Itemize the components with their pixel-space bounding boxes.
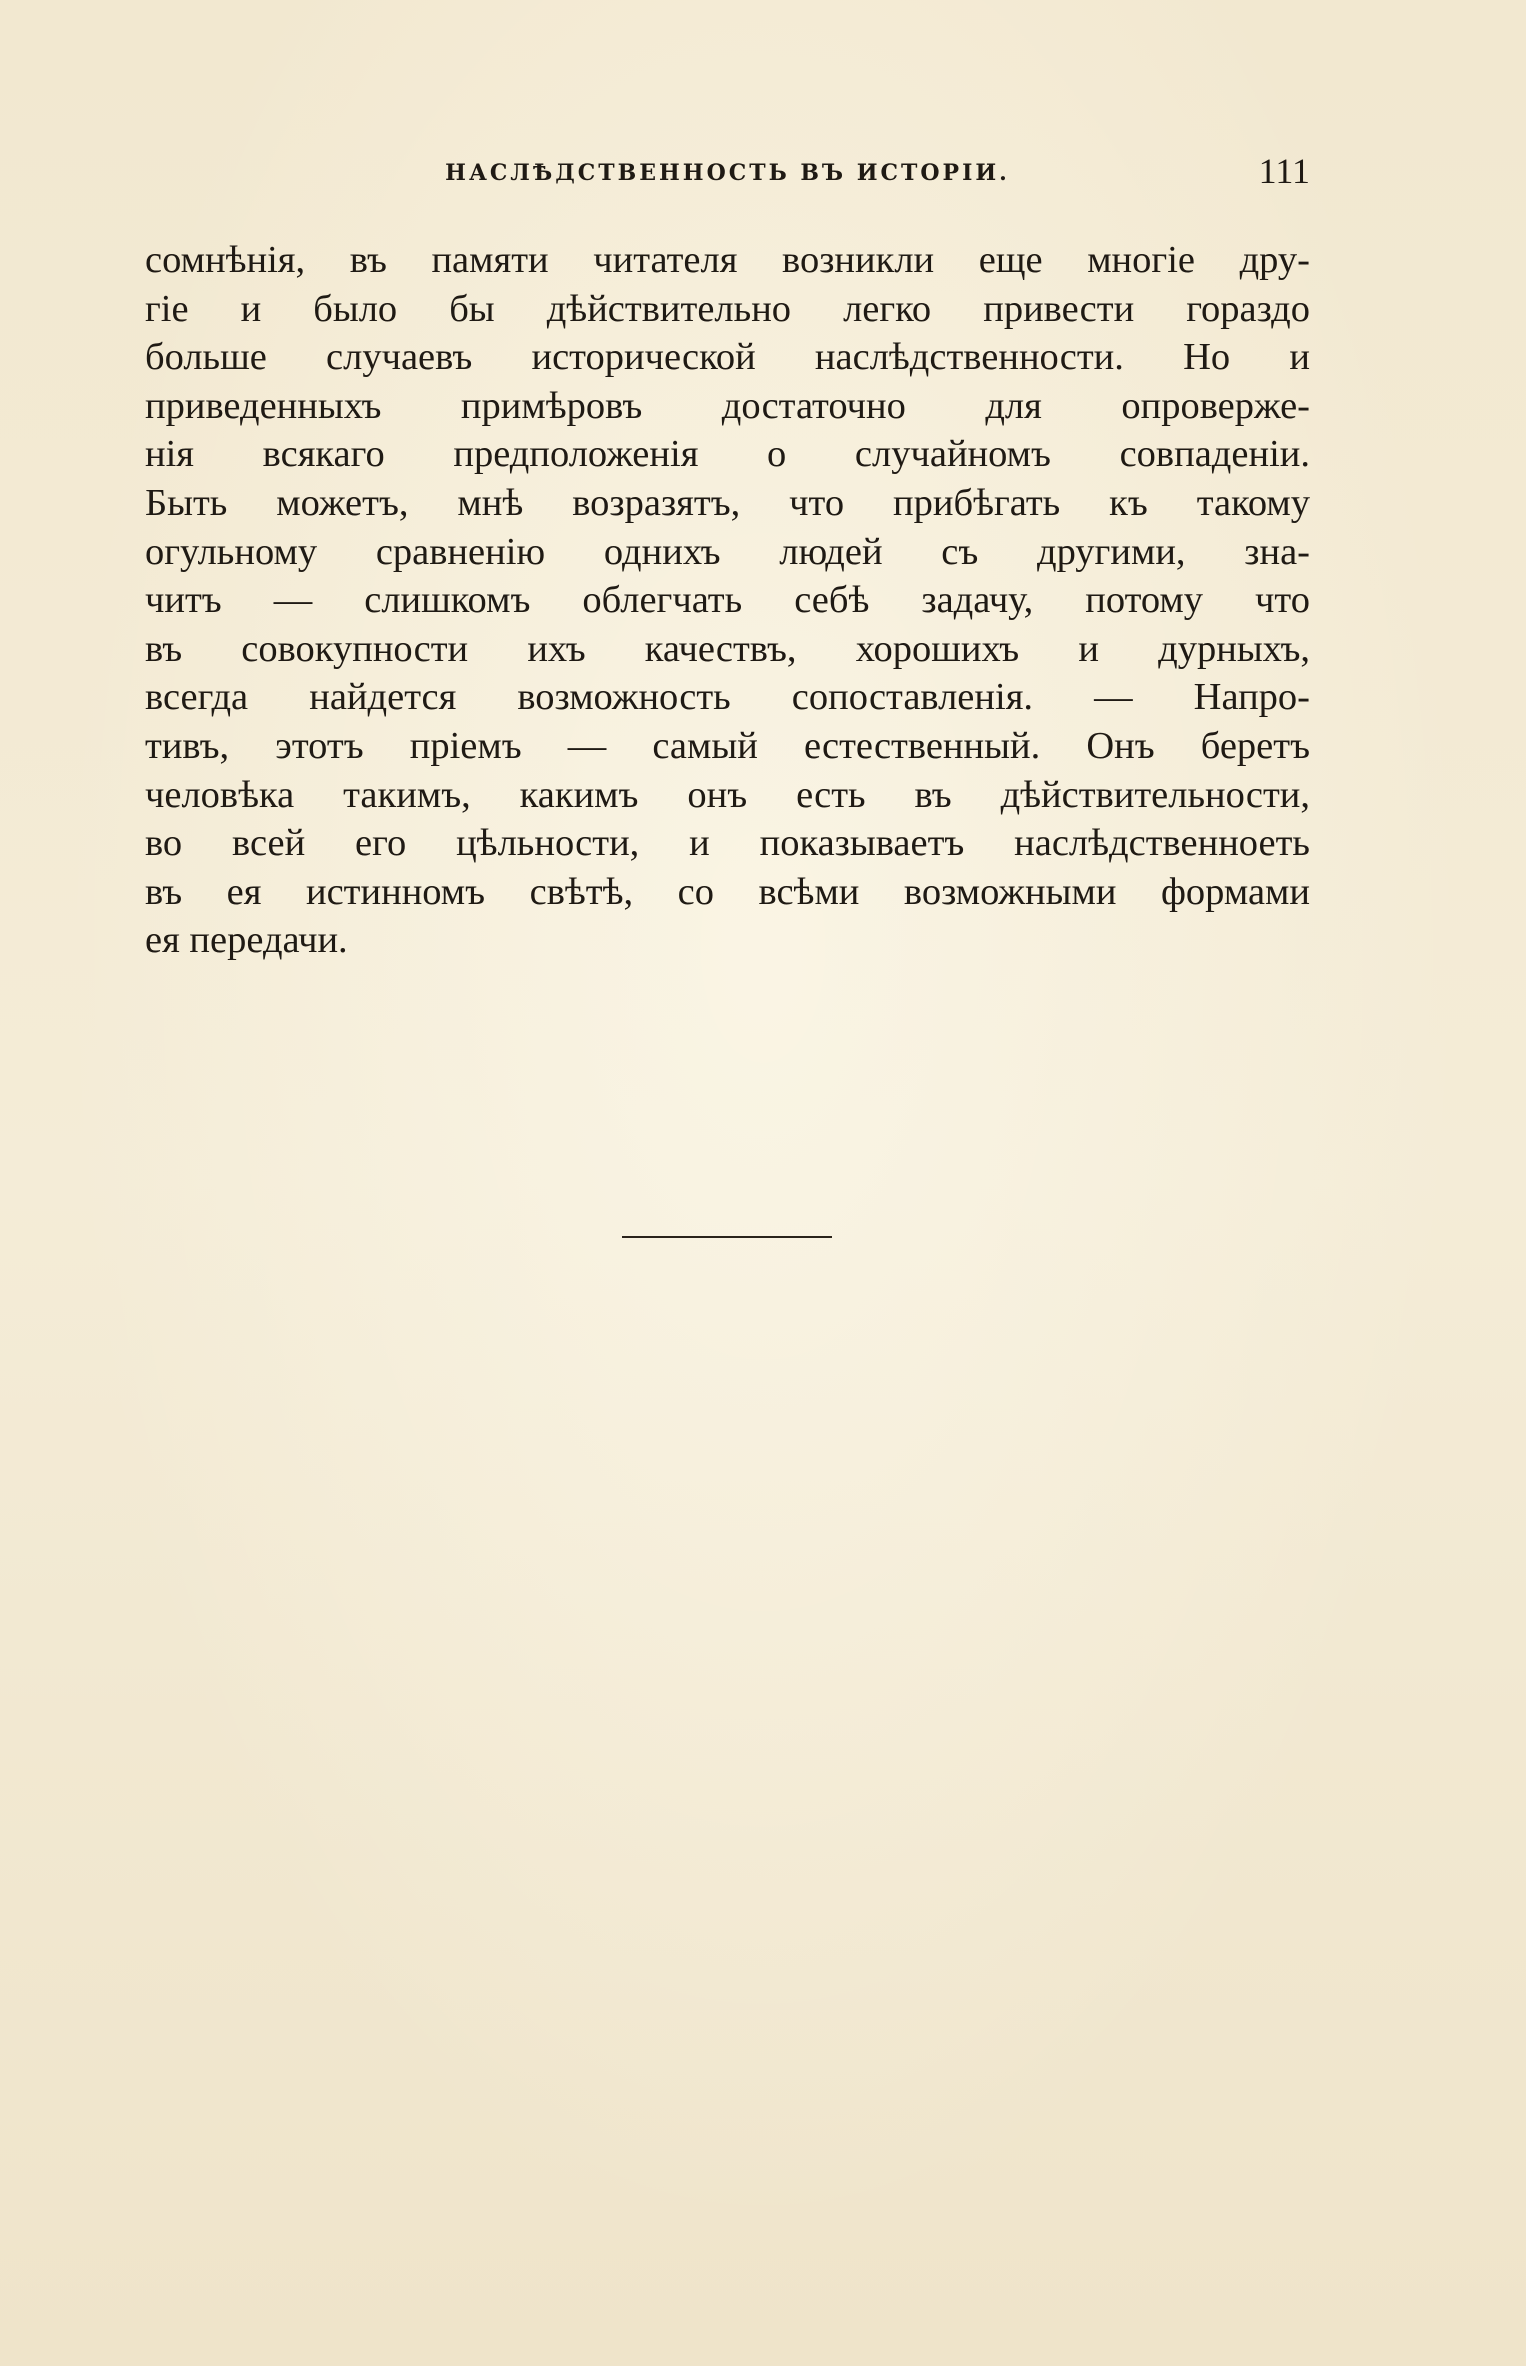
body-text xyxy=(145,236,1310,965)
text-line: всегда найдется возможность сопоставленія. — Напро- xyxy=(145,676,1310,719)
text-line: Быть можетъ, мнѣ возразятъ, что прибѣгать къ такому xyxy=(145,481,1310,524)
section-end-rule xyxy=(622,1236,832,1238)
text-line: гіе и было бы дѣйствительно легко привести гораздо xyxy=(145,287,1310,330)
text-line: читъ — слишкомъ облегчать себѣ задачу, потому что xyxy=(145,579,1310,622)
text-line-last: ея передачи. xyxy=(145,919,348,962)
text-line: тивъ, этотъ пріемъ — самый естественный. Онъ беретъ xyxy=(145,724,1310,767)
text-line: больше случаевъ исторической наслѣдственности. Но и xyxy=(145,336,1310,379)
text-line: въ ея истинномъ свѣтѣ, со всѣми возможными формами xyxy=(145,870,1310,913)
text-line: нія всякаго предположенія о случайномъ совпаденіи. xyxy=(145,433,1310,476)
page-number: 111 xyxy=(1258,151,1310,191)
text-line: приведенныхъ примѣровъ достаточно для опроверже- xyxy=(145,384,1310,427)
running-head xyxy=(145,150,1310,190)
text-line: человѣка такимъ, какимъ онъ есть въ дѣйствительности, xyxy=(145,773,1310,816)
running-title: НАСЛѢДСТВЕННОСТЬ ВЪ ИСТОРІИ. xyxy=(445,160,1010,186)
text-line: въ совокупности ихъ качествъ, хорошихъ и дурныхъ, xyxy=(145,627,1310,670)
text-line: во всей его цѣльности, и показываетъ наслѣдственноеть xyxy=(145,822,1310,865)
text-line: огульному сравненію однихъ людей съ другими, зна- xyxy=(145,530,1310,573)
text-line: сомнѣнія, въ памяти читателя возникли еще многіе дру- xyxy=(145,239,1310,281)
